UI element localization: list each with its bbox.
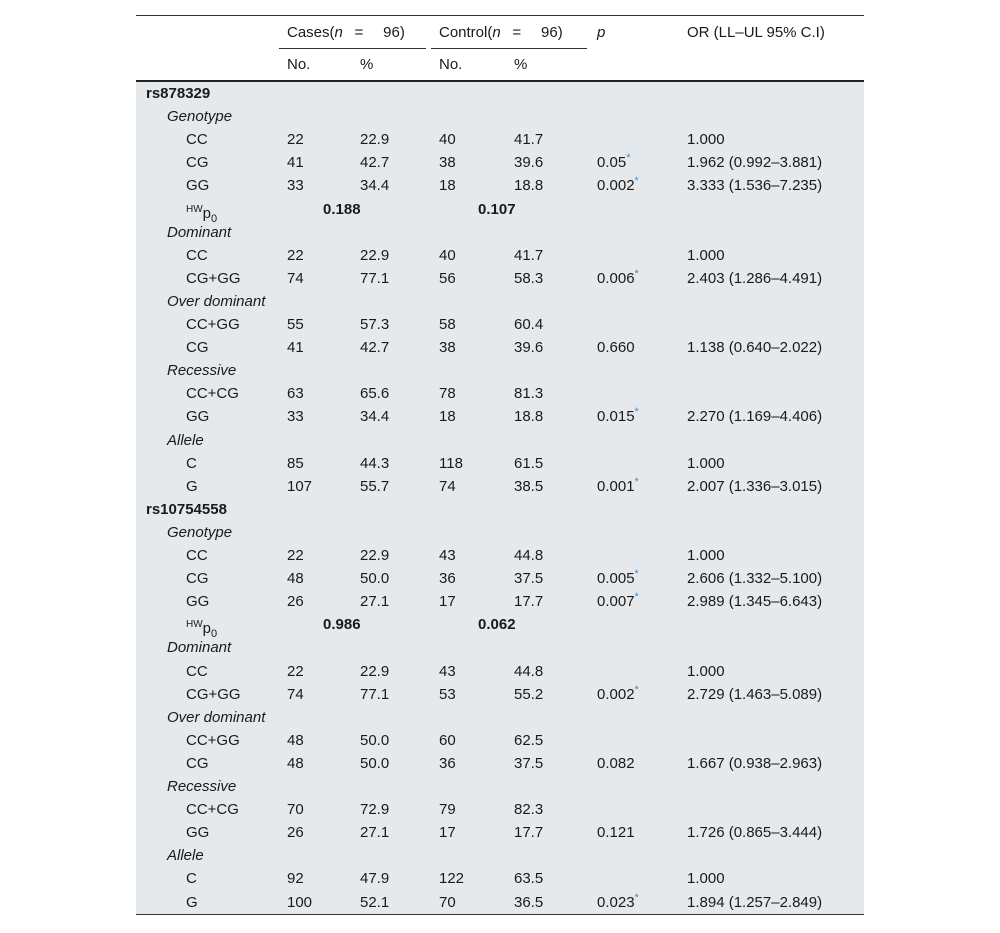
- cases-no-cell: 85: [287, 454, 304, 472]
- genotype-label: CC: [186, 131, 208, 149]
- control-pct-cell: 39.6: [514, 339, 544, 357]
- cases-pct-cell: 22.9: [360, 131, 390, 149]
- control-no-cell: 78: [439, 385, 456, 403]
- odds-ratio-cell: 2.403 (1.286–4.491): [687, 269, 823, 287]
- table-row: [136, 893, 864, 916]
- odds-ratio-cell: 2.729 (1.463–5.089): [687, 685, 823, 703]
- model-label: Dominant: [167, 639, 232, 657]
- model-label: Recessive: [167, 362, 237, 380]
- hw-cases-value: 0.986: [323, 616, 361, 634]
- control-pct-cell: 63.5: [514, 870, 544, 888]
- control-no-cell: 43: [439, 547, 456, 564]
- significance-marker: *: [634, 591, 639, 604]
- genotype-label: CC: [186, 246, 208, 264]
- table-row: [136, 153, 864, 176]
- model-heading-row: [136, 292, 864, 315]
- table-row: [136, 338, 864, 361]
- table-row: [136, 662, 864, 685]
- genotype-label: CG+GG: [186, 269, 241, 287]
- control-no-cell: 38: [439, 339, 456, 357]
- control-pct-cell: 41.7: [514, 246, 544, 264]
- cases-pct-cell: 27.1: [360, 593, 390, 611]
- hw-control-value: 0.062: [478, 616, 516, 634]
- cases-pct-cell: 42.7: [360, 339, 390, 357]
- model-label: Over dominant: [167, 292, 266, 310]
- cases-no-cell: 70: [287, 801, 304, 819]
- control-pct-cell: 58.3: [514, 269, 544, 287]
- cases-pct-cell: 52.1: [360, 893, 390, 911]
- genotype-label: GG: [186, 408, 210, 426]
- control-pct-cell: 60.4: [514, 316, 544, 333]
- odds-ratio-cell: 2.989 (1.345–6.643): [687, 593, 823, 611]
- genotype-label: CC: [186, 662, 208, 680]
- p-value-cell: 0.002*: [597, 683, 639, 703]
- cases-no-cell: 41: [287, 339, 304, 357]
- cases-pct-cell: 57.3: [360, 316, 390, 333]
- table-row: [136, 869, 864, 892]
- p-value-cell: 0.005*: [597, 568, 639, 588]
- cases-no-cell: 26: [287, 824, 304, 842]
- p-value-cell: 0.002*: [597, 175, 639, 195]
- odds-ratio-cell: 1.000: [687, 246, 725, 264]
- cases-pct-cell: 77.1: [360, 269, 390, 287]
- model-label: Allele: [167, 431, 204, 449]
- cases-pct-cell: 65.6: [360, 385, 390, 403]
- table-row: [136, 130, 864, 153]
- control-pct-cell: 17.7: [514, 593, 544, 611]
- cases-no-cell: 74: [287, 685, 304, 703]
- hw-p-label: $^{HW}p_0$: [186, 619, 218, 641]
- table-bottom-rule: [136, 914, 864, 915]
- control-pct-header: %: [514, 56, 528, 73]
- model-label: Over dominant: [167, 708, 266, 726]
- control-pct-cell: 41.7: [514, 131, 544, 149]
- table-row: [136, 477, 864, 500]
- p-value-cell: 0.082: [597, 754, 635, 772]
- genotype-label: CG+GG: [186, 685, 241, 703]
- genotype-label: CC+CG: [186, 385, 239, 403]
- genotype-label: CG: [186, 339, 209, 357]
- cases-pct-cell: 27.1: [360, 824, 390, 842]
- odds-ratio-cell: 1.000: [687, 131, 725, 149]
- genotype-label: GG: [186, 593, 210, 611]
- control-subrule: [431, 48, 587, 49]
- genotype-label: CG: [186, 570, 209, 588]
- model-heading-row: [136, 431, 864, 454]
- cases-no-header: No.: [287, 56, 311, 73]
- genotype-label: G: [186, 477, 198, 495]
- table-row: [136, 407, 864, 430]
- control-no-cell: 53: [439, 685, 456, 703]
- cases-pct-cell: 44.3: [360, 454, 390, 472]
- cases-pct-cell: 22.9: [360, 662, 390, 680]
- cases-header: Cases(n = 96): [287, 24, 405, 41]
- cases-pct-cell: 22.9: [360, 246, 390, 264]
- p-value-cell: 0.023*: [597, 891, 639, 911]
- control-pct-cell: 38.5: [514, 477, 544, 495]
- significance-marker: *: [634, 683, 639, 696]
- table-row: [136, 823, 864, 846]
- cases-no-cell: 55: [287, 316, 304, 333]
- hardy-weinberg-row: [136, 615, 864, 641]
- cases-no-cell: 48: [287, 754, 304, 772]
- control-pct-cell: 62.5: [514, 731, 544, 749]
- cases-no-cell: 107: [287, 477, 313, 495]
- control-no-header: No.: [439, 56, 463, 73]
- p-value-cell: 0.006*: [597, 267, 639, 287]
- model-heading-row: [136, 223, 864, 246]
- control-pct-cell: 61.5: [514, 454, 544, 472]
- genotype-label: GG: [186, 824, 210, 842]
- significance-marker: *: [634, 267, 639, 280]
- control-no-cell: 118: [439, 454, 463, 472]
- genotype-label: CC+GG: [186, 731, 240, 749]
- cases-no-cell: 74: [287, 269, 304, 287]
- control-no-cell: 17: [439, 593, 456, 611]
- genotype-label: C: [186, 870, 197, 888]
- p-value-cell: 0.015*: [597, 406, 639, 426]
- odds-ratio-cell: 1.962 (0.992–3.881): [687, 154, 823, 172]
- genotype-label: G: [186, 893, 198, 911]
- model-heading-row: [136, 708, 864, 731]
- hw-p-label: $^{HW}p_0$: [186, 203, 218, 225]
- control-no-cell: 60: [439, 731, 456, 749]
- p-value-header: p: [597, 24, 606, 41]
- significance-marker: *: [626, 152, 631, 165]
- snp-label: rs878329: [146, 85, 211, 102]
- p-value-cell: 0.007*: [597, 591, 639, 611]
- cases-no-cell: 26: [287, 593, 304, 611]
- control-no-cell: 122: [439, 870, 465, 888]
- control-no-cell: 56: [439, 269, 456, 287]
- model-label: Recessive: [167, 778, 237, 795]
- odds-ratio-cell: 1.726 (0.865–3.444): [687, 824, 823, 842]
- hw-cases-value: 0.188: [323, 200, 361, 218]
- hardy-weinberg-row: [136, 200, 864, 223]
- significance-marker: *: [634, 475, 639, 488]
- odds-ratio-cell: 1.138 (0.640–2.022): [687, 339, 823, 357]
- control-no-cell: 18: [439, 177, 456, 195]
- table-row: [136, 685, 864, 708]
- odds-ratio-cell: 1.667 (0.938–2.963): [687, 754, 823, 772]
- control-no-cell: 40: [439, 131, 456, 149]
- p-value-cell: 0.05*: [597, 152, 631, 172]
- cases-pct-cell: 42.7: [360, 154, 390, 172]
- control-pct-cell: 44.8: [514, 662, 544, 680]
- control-pct-cell: 37.5: [514, 570, 544, 588]
- cases-pct-cell: 47.9: [360, 870, 390, 888]
- model-label: Allele: [167, 847, 204, 865]
- cases-no-cell: 100: [287, 893, 313, 911]
- model-label: Dominant: [167, 223, 232, 241]
- control-no-cell: 43: [439, 662, 456, 680]
- cases-no-cell: 22: [287, 662, 304, 680]
- model-heading-row: [136, 777, 864, 800]
- genotype-label: C: [186, 454, 197, 472]
- p-value-cell: 0.660: [597, 339, 635, 357]
- odds-ratio-cell: 1.000: [687, 870, 725, 888]
- control-pct-cell: 17.7: [514, 824, 544, 842]
- cases-no-cell: 92: [287, 870, 304, 888]
- cases-no-cell: 48: [287, 570, 304, 588]
- odds-ratio-header: OR (LL–UL 95% C.I): [687, 24, 825, 41]
- cases-pct-cell: 34.4: [360, 408, 390, 426]
- table-row: [136, 384, 864, 407]
- control-no-cell: 38: [439, 154, 456, 172]
- cases-pct-cell: 50.0: [360, 570, 390, 588]
- cases-pct-cell: 50.0: [360, 731, 390, 749]
- table-row: [136, 176, 864, 199]
- cases-no-cell: 22: [287, 131, 304, 149]
- cases-no-cell: 33: [287, 408, 304, 426]
- table-header: [136, 16, 864, 80]
- control-no-cell: 40: [439, 246, 456, 264]
- genotype-label: GG: [186, 177, 210, 195]
- odds-ratio-cell: 2.606 (1.332–5.100): [687, 570, 823, 588]
- odds-ratio-cell: 2.270 (1.169–4.406): [687, 408, 823, 426]
- table-row: [136, 569, 864, 592]
- cases-no-cell: 41: [287, 154, 304, 172]
- snp-heading-row: [136, 500, 864, 523]
- odds-ratio-cell: 1.894 (1.257–2.849): [687, 893, 823, 911]
- p-value-cell: 0.001*: [597, 475, 639, 495]
- cases-no-cell: 22: [287, 547, 304, 564]
- control-no-cell: 36: [439, 570, 456, 588]
- model-heading-row: [136, 846, 864, 869]
- table-row: [136, 246, 864, 269]
- snp-heading-row: [136, 84, 864, 107]
- cases-pct-cell: 77.1: [360, 685, 390, 703]
- control-pct-cell: 37.5: [514, 754, 544, 772]
- table-body: [136, 82, 864, 914]
- cases-no-cell: 22: [287, 246, 304, 264]
- p-value-cell: 0.121: [597, 824, 635, 842]
- table-row: [136, 731, 864, 754]
- significance-marker: *: [634, 891, 639, 904]
- model-heading-row: [136, 361, 864, 384]
- genotype-label: CC+GG: [186, 316, 240, 333]
- cases-pct-cell: 50.0: [360, 754, 390, 772]
- control-no-cell: 36: [439, 754, 456, 772]
- control-header: Control(n = 96): [439, 24, 563, 41]
- significance-marker: *: [634, 568, 639, 581]
- odds-ratio-cell: 2.007 (1.336–3.015): [687, 477, 823, 495]
- hw-control-value: 0.107: [478, 200, 516, 218]
- cases-pct-cell: 55.7: [360, 477, 390, 495]
- odds-ratio-cell: 1.000: [687, 547, 725, 564]
- genotype-label: CG: [186, 754, 209, 772]
- table-row: [136, 754, 864, 777]
- control-no-cell: 79: [439, 801, 456, 819]
- control-pct-cell: 18.8: [514, 177, 544, 195]
- odds-ratio-cell: 3.333 (1.536–7.235): [687, 177, 823, 195]
- model-label: Genotype: [167, 523, 233, 541]
- odds-ratio-cell: 1.000: [687, 454, 725, 472]
- cases-pct-cell: 72.9: [360, 801, 390, 819]
- table-row: [136, 800, 864, 823]
- odds-ratio-cell: 1.000: [687, 662, 725, 680]
- cases-no-cell: 48: [287, 731, 304, 749]
- model-heading-row: [136, 523, 864, 546]
- cases-no-cell: 63: [287, 385, 304, 403]
- control-pct-cell: 39.6: [514, 154, 544, 172]
- significance-marker: *: [634, 406, 639, 419]
- model-heading-row: [136, 107, 864, 130]
- cases-pct-header: %: [360, 56, 374, 73]
- table-row: [136, 592, 864, 615]
- control-pct-cell: 81.3: [514, 385, 544, 403]
- control-pct-cell: 44.8: [514, 547, 544, 564]
- model-heading-row: [136, 638, 864, 661]
- control-no-cell: 18: [439, 408, 456, 426]
- control-pct-cell: 18.8: [514, 408, 544, 426]
- cases-subrule: [279, 48, 426, 49]
- table-row: [136, 454, 864, 477]
- control-pct-cell: 55.2: [514, 685, 544, 703]
- control-no-cell: 70: [439, 893, 456, 911]
- control-pct-cell: 82.3: [514, 801, 544, 819]
- snp-label: rs10754558: [146, 500, 227, 518]
- control-pct-cell: 36.5: [514, 893, 544, 911]
- table-row: [136, 269, 864, 292]
- control-no-cell: 58: [439, 316, 456, 333]
- genotype-label: CC: [186, 547, 208, 564]
- significance-marker: *: [634, 175, 639, 188]
- cases-pct-cell: 34.4: [360, 177, 390, 195]
- cases-no-cell: 33: [287, 177, 304, 195]
- model-label: Genotype: [167, 108, 233, 126]
- control-no-cell: 17: [439, 824, 456, 842]
- control-no-cell: 74: [439, 477, 456, 495]
- cases-pct-cell: 22.9: [360, 547, 390, 564]
- genotype-label: CG: [186, 154, 209, 172]
- genotype-label: CC+CG: [186, 801, 239, 819]
- table-row: [136, 315, 864, 338]
- table-row: [136, 546, 864, 569]
